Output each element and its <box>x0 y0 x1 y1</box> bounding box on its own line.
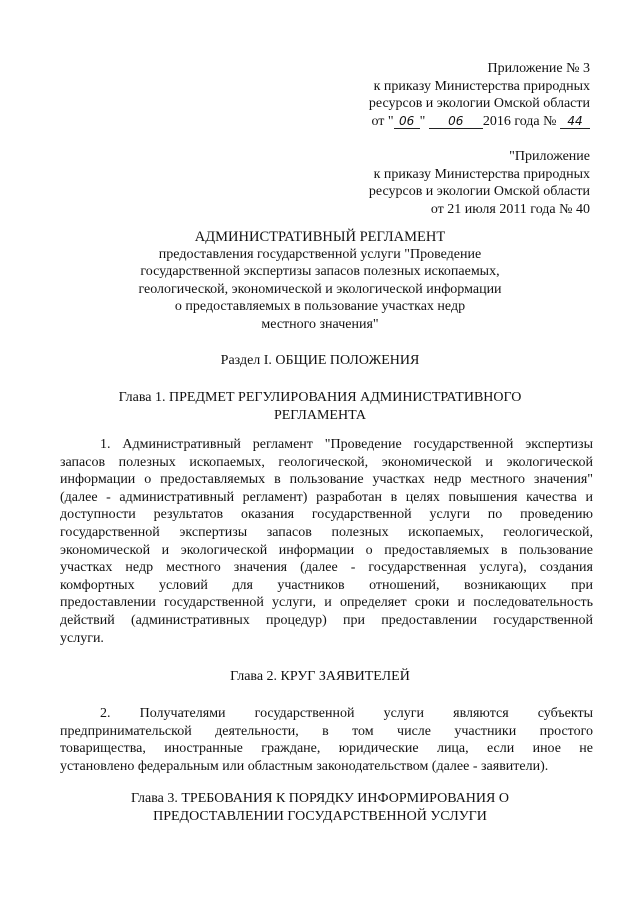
chapter-1-heading <box>0 389 640 424</box>
handwritten-number: 44 <box>560 115 590 129</box>
subtitle-line: государственной экспертизы запасов полезных ископаемых, <box>140 264 500 280</box>
subtitle-line: местного значения" <box>261 316 379 332</box>
chapter-2-heading: Глава 2. КРУГ ЗАЯВИТЕЛЕЙ <box>230 669 410 684</box>
original-date-line: от 21 июля 2011 года № 40 <box>430 201 590 217</box>
chapter-1-line: Глава 1. ПРЕДМЕТ РЕГУЛИРОВАНИЯ АДМИНИСТРАТИВНОГО <box>118 390 522 405</box>
paragraph-1-line: доступности результатов оказания государственной услуги по проведению <box>60 507 593 523</box>
original-order-line: к приказу Министерства природных <box>373 166 590 182</box>
chapter-3-line: ПРЕДОСТАВЛЕНИИ ГОСУДАРСТВЕННОЙ УСЛУГИ <box>153 808 487 824</box>
paragraph-2 <box>60 705 593 775</box>
document-subtitle <box>0 246 640 333</box>
chapter-3-line: Глава 3. ТРЕБОВАНИЯ К ПОРЯДКУ ИНФОРМИРОВАНИЯ О <box>131 791 509 806</box>
chapter-3-heading <box>0 790 640 825</box>
date-year: 2016 года № <box>482 113 557 129</box>
paragraph-1 <box>60 436 593 647</box>
appendix-date-line <box>369 113 590 131</box>
paragraph-1-line: предоставлении государственной услуги, и определяет сроки и последовательность <box>60 595 593 611</box>
paragraph-1-line: (далее - административный регламент) разработан в целях повышения качества и <box>60 489 593 505</box>
paragraph-1-line: участках недр местного значения (далее - государственная услуга), создания <box>60 560 593 576</box>
paragraph-2-line: 2. Получателями государственной услуги являются субъекты <box>100 706 593 721</box>
subtitle-line: геологической, экономической и экологической информации <box>138 281 502 297</box>
paragraph-2-line: установлено федеральным или областным законодательством (далее - заявители). <box>60 758 549 774</box>
paragraph-2-line: предпринимательской деятельности, в том числе участники простого <box>60 723 593 739</box>
appendix-ministry-line: ресурсов и экологии Омской области <box>368 96 590 111</box>
paragraph-1-line: действий (административных процедур) при предоставлении государственной <box>60 612 593 628</box>
paragraph-2-line: товарищества, иностранные граждане, юридические лица, если иное не <box>60 741 593 757</box>
paragraph-1-line: 1. Административный регламент "Проведение государственной экспертизы <box>100 437 593 452</box>
paragraph-1-line: услуги. <box>60 630 104 646</box>
subtitle-line: о предоставляемых в пользование участках недр <box>174 299 466 315</box>
paragraph-1-line: экономической и экологической информации о предоставляемых в пользование <box>60 542 593 558</box>
document-title: АДМИНИСТРАТИВНЫЙ РЕГЛАМЕНТ <box>194 229 446 245</box>
subtitle-line: предоставления государственной услуги "Проведение <box>158 247 482 262</box>
original-ministry-line: ресурсов и экологии Омской области <box>368 184 590 199</box>
paragraph-1-line: информации о предоставляемых в пользование участках недр местного значения" <box>60 472 593 488</box>
date-mid: " <box>419 113 426 129</box>
paragraph-1-line: запасов полезных ископаемых, геологической, экономической и экологической <box>60 454 593 470</box>
paragraph-1-line: государственной экспертизы запасов полезных ископаемых, геологической, <box>60 524 593 540</box>
chapter-1-line: РЕГЛАМЕНТА <box>273 407 367 423</box>
date-prefix: от " <box>371 113 394 129</box>
handwritten-month: 06 <box>429 115 483 129</box>
section-heading: Раздел I. ОБЩИЕ ПОЛОЖЕНИЯ <box>220 353 420 368</box>
original-appendix-label: "Приложение <box>509 149 590 164</box>
paragraph-1-line: комфортных условий для участников отношений, возникающих при <box>60 577 593 593</box>
handwritten-day: 06 <box>394 115 420 129</box>
original-appendix-header <box>369 148 590 218</box>
appendix-number: Приложение № 3 <box>487 61 590 76</box>
appendix-order-line: к приказу Министерства природных <box>373 78 590 94</box>
appendix-header <box>369 60 590 130</box>
